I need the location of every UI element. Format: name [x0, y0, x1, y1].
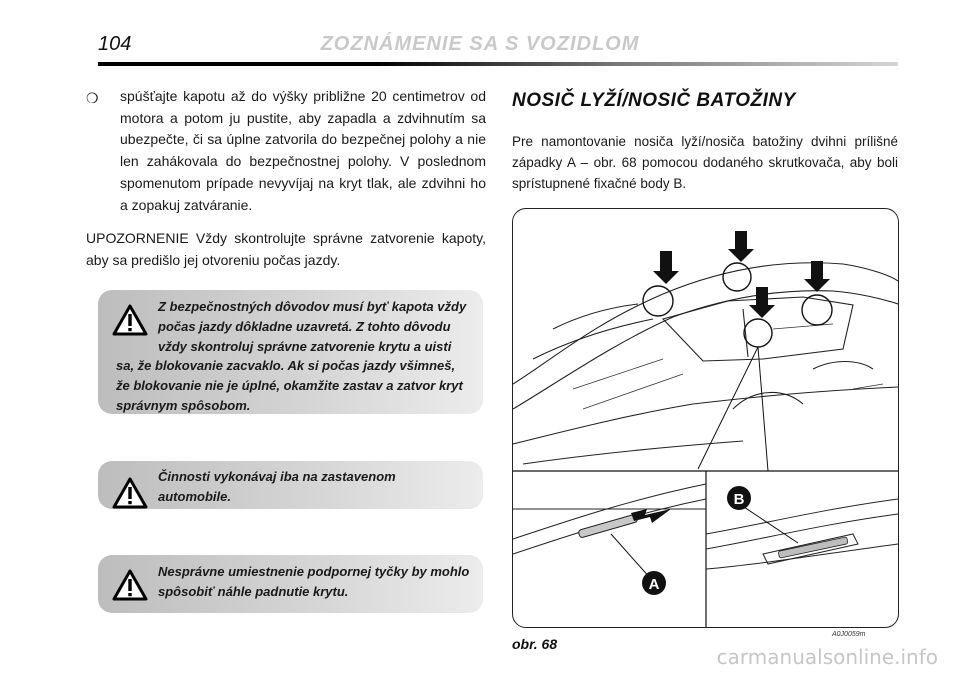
page-header-title: ZOZNÁMENIE SA S VOZIDLOM [320, 33, 640, 55]
warning-box-hood-safety [98, 290, 483, 414]
section-title: NOSIČ LYŽÍ/NOSIČ BATOŽINY [512, 90, 796, 111]
warning-text: Činnosti vykonávaj iba na zastavenom automobile. [158, 469, 396, 504]
warning-box-support-rod [98, 555, 483, 613]
label-a: A [648, 576, 660, 593]
section-paragraph: Pre namontovanie nosiča lyží/nosiča batožiny dvihni prílišné západky A – obr. 68 pomocou dodaného skrutkovača, aby boli sprístupnené fixačné body B. [512, 134, 898, 191]
roof-rack-illustration [513, 209, 898, 627]
warning-text: Z bezpečnostných dôvodov musí byť kapota vždy počas jazdy dôkladne uzavretá. Z tohto dôvodu vždy skontroluj správne zatvorenie krytu a uisti [158, 299, 467, 354]
figure-code: A0J0059m [832, 631, 866, 638]
warning-triangle-icon [112, 477, 148, 509]
warning-triangle-icon [112, 304, 148, 336]
warning-text: Nesprávne umiestnenie podpornej tyčky by mohlo spôsobiť náhle padnutie krytu. [158, 564, 470, 599]
warning-text-continued: sa, že blokovanie zacvaklo. Ak si počas jazdy všimneš, že blokovanie nie je úplné, okamžite zastav a zatvor kryt správnym spôsobom. [116, 358, 463, 413]
label-b: B [733, 491, 745, 508]
warning-triangle-icon [112, 569, 148, 601]
bullet-item [86, 86, 486, 216]
watermark: carmanualsonline.info [716, 645, 938, 669]
bullet-text: spúšťajte kapotu až do výšky približne 20 centimetrov od motora a potom ju pustite, aby zapadla a zdvihnutím sa ubezpečte, či sa úplne zatvorila do bezpečnej polohy a nie len zahákovala do bezpečnostnej polohy. V poslednom spomenutom prípade nevyvíjaj na kryt tlak, ale zdvihni ho a zopakuj zatváranie. [120, 88, 486, 213]
figure-68 [512, 208, 899, 628]
header-rule [98, 62, 898, 66]
warning-box-stationary [98, 461, 483, 509]
figure-caption: obr. 68 [512, 636, 558, 652]
page-number: 104 [98, 33, 132, 55]
hood-note: UPOZORNENIE Vždy skontrolujte správne zatvorenie kapoty, aby sa predišlo jej otvoreniu počas jazdy. [86, 230, 486, 268]
left-column [86, 86, 486, 272]
bullet-icon: ❍ [86, 90, 99, 106]
